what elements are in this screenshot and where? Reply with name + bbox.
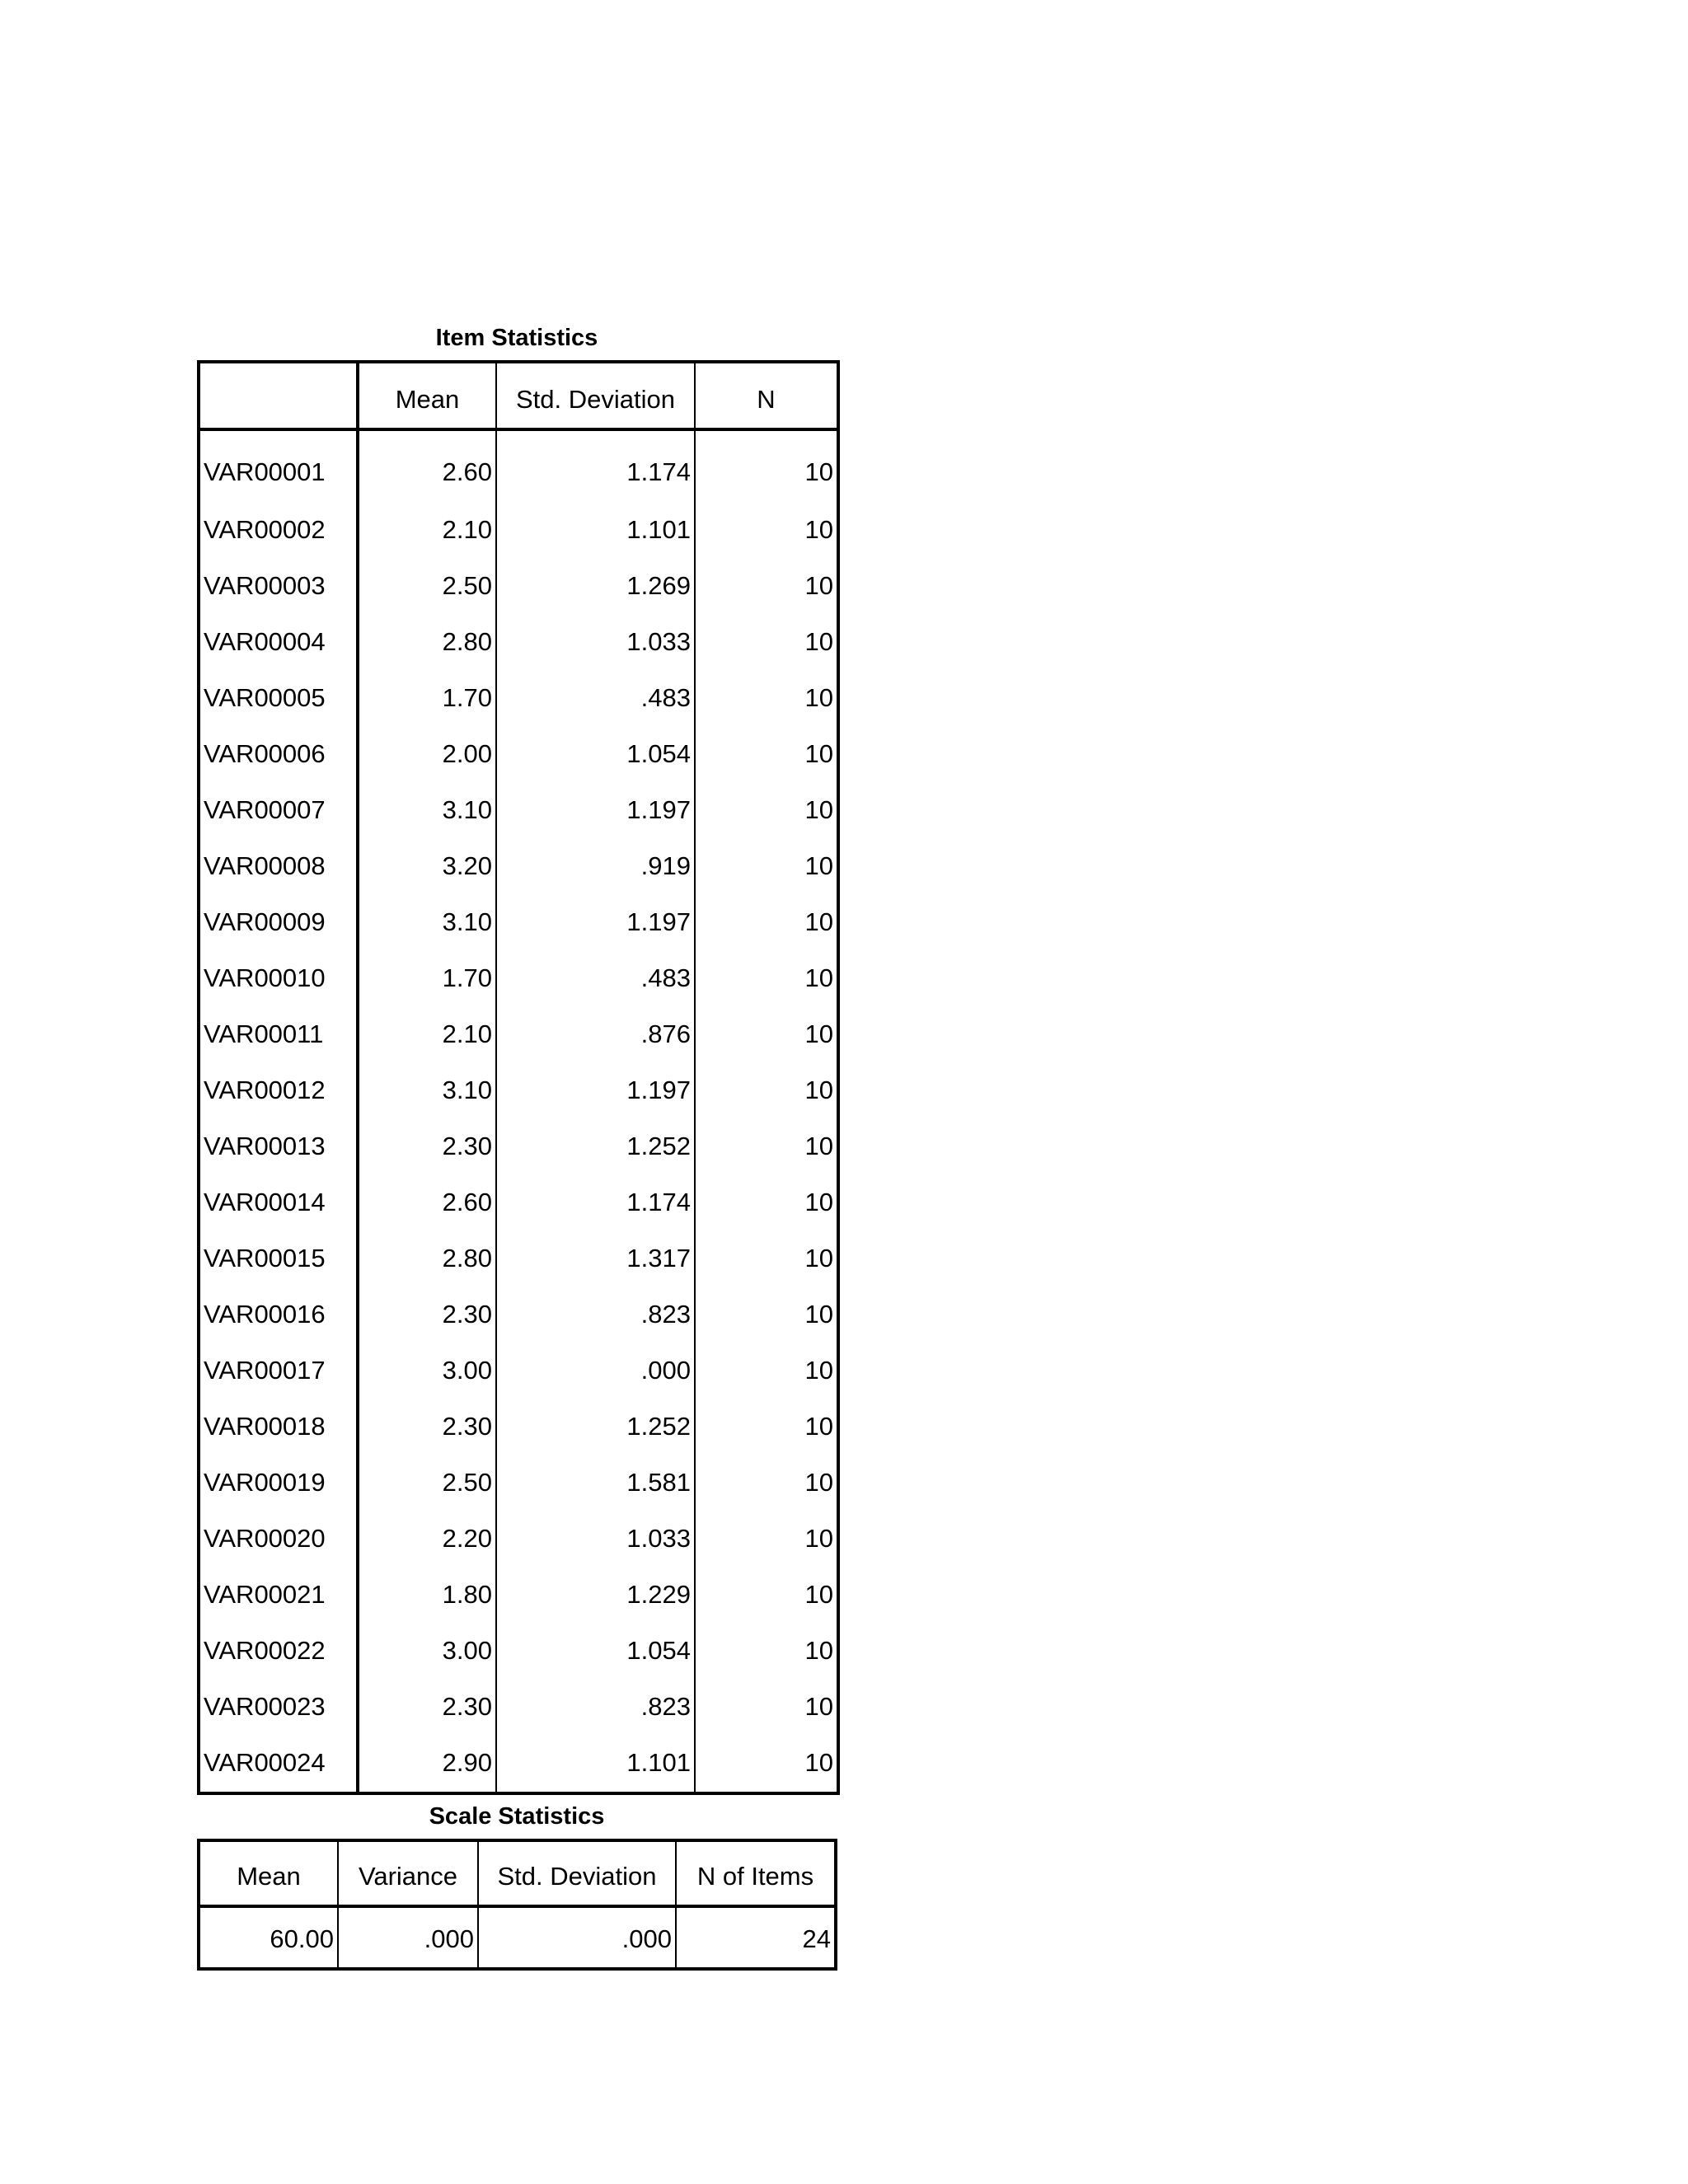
table-row [199, 1564, 838, 1620]
table-row [199, 1004, 838, 1060]
mean-cell: 2.30 [358, 1116, 496, 1172]
row-label-cell: VAR00014 [199, 1172, 358, 1228]
n-cell: 10 [804, 1411, 833, 1441]
table-row [199, 1620, 838, 1676]
table-row [199, 429, 838, 499]
mean-cell: 2.50 [358, 1452, 496, 1508]
table-row [199, 892, 838, 948]
std-deviation-cell: .000 [496, 1340, 695, 1396]
n-cell: 10 [804, 1299, 833, 1329]
row-label-cell: VAR00007 [199, 780, 358, 836]
mean-cell: 3.10 [358, 1060, 496, 1116]
row-label-cell: VAR00011 [199, 1004, 358, 1060]
mean-cell: 2.20 [358, 1508, 496, 1564]
table-row [199, 499, 838, 555]
mean-cell: 3.20 [358, 836, 496, 892]
row-label-cell: VAR00019 [199, 1452, 358, 1508]
table-row [199, 1452, 838, 1508]
mean-cell: 2.80 [358, 1228, 496, 1284]
item-statistics-title: Item Statistics [435, 325, 598, 351]
std-deviation-cell: 1.033 [496, 1508, 695, 1564]
row-label-cell: VAR00018 [199, 1396, 358, 1452]
std-deviation-cell: 1.581 [496, 1452, 695, 1508]
n-cell: 10 [804, 907, 833, 936]
header-cell-variance: Variance [338, 1840, 478, 1906]
std-deviation-cell: 1.174 [496, 1172, 695, 1228]
item-statistics-table [197, 360, 840, 1795]
mean-cell: 3.00 [358, 1340, 496, 1396]
std-deviation-cell: 1.101 [496, 499, 695, 555]
n-cell: 10 [804, 1691, 833, 1721]
std-deviation-cell: .483 [496, 668, 695, 724]
mean-cell: 2.10 [358, 1004, 496, 1060]
row-label-cell: VAR00009 [199, 892, 358, 948]
table-row [199, 724, 838, 780]
header-row [199, 362, 838, 429]
mean-cell: 2.00 [358, 724, 496, 780]
table-row [199, 1508, 838, 1564]
std-deviation-cell: 1.252 [496, 1396, 695, 1452]
n-cell: 10 [804, 1635, 833, 1665]
header-cell-blank [199, 362, 358, 429]
n-cell: 10 [804, 1243, 833, 1272]
table-row [199, 612, 838, 668]
mean-cell: 2.10 [358, 499, 496, 555]
mean-cell: 2.50 [358, 555, 496, 612]
mean-cell: 3.10 [358, 892, 496, 948]
mean-cell: 3.00 [358, 1620, 496, 1676]
row-label-cell: VAR00012 [199, 1060, 358, 1116]
mean-cell: 2.80 [358, 612, 496, 668]
table-row [199, 1906, 836, 1969]
n-cell: 10 [804, 570, 833, 600]
row-label-cell: VAR00004 [199, 612, 358, 668]
std-deviation-cell: 1.197 [496, 780, 695, 836]
row-label-cell: VAR00023 [199, 1676, 358, 1732]
table-row [199, 1060, 838, 1116]
std-deviation-cell: 1.197 [496, 892, 695, 948]
mean-cell: 2.60 [358, 1172, 496, 1228]
table-row [199, 1396, 838, 1452]
n-cell: 10 [804, 457, 833, 486]
scale-statistics-table [197, 1839, 837, 1971]
table-row [199, 1732, 838, 1793]
row-label-cell: VAR00016 [199, 1284, 358, 1340]
table-row [199, 836, 838, 892]
mean-cell: 3.10 [358, 780, 496, 836]
n-cell: 10 [804, 1523, 833, 1553]
value-cell-variance: .000 [338, 1906, 478, 1969]
n-cell: 10 [804, 1131, 833, 1160]
mean-cell: 1.80 [358, 1564, 496, 1620]
row-label-cell: VAR00024 [199, 1732, 358, 1793]
n-cell: 10 [804, 1355, 833, 1385]
table-row [199, 948, 838, 1004]
std-deviation-cell: .483 [496, 948, 695, 1004]
table-row [199, 1284, 838, 1340]
mean-cell: 2.30 [358, 1396, 496, 1452]
n-cell: 10 [804, 738, 833, 768]
n-cell: 10 [804, 514, 833, 544]
row-label-cell: VAR00001 [199, 429, 358, 499]
row-label-cell: VAR00017 [199, 1340, 358, 1396]
mean-cell: 2.90 [358, 1732, 496, 1793]
value-cell-std-deviation: .000 [478, 1906, 676, 1969]
row-label-cell: VAR00021 [199, 1564, 358, 1620]
std-deviation-cell: 1.252 [496, 1116, 695, 1172]
row-label-cell: VAR00022 [199, 1620, 358, 1676]
row-label-cell: VAR00020 [199, 1508, 358, 1564]
n-cell: 10 [804, 626, 833, 656]
n-cell: 10 [804, 1747, 833, 1777]
std-deviation-cell: 1.054 [496, 1620, 695, 1676]
mean-cell: 2.30 [358, 1284, 496, 1340]
table-row [199, 1676, 838, 1732]
header-cell-mean: Mean [199, 1840, 338, 1906]
row-label-cell: VAR00010 [199, 948, 358, 1004]
mean-cell: 2.30 [358, 1676, 496, 1732]
header-cell-n-of-items: N of Items [676, 1840, 836, 1906]
header-cell-mean: Mean [358, 362, 496, 429]
table-row [199, 1116, 838, 1172]
std-deviation-cell: 1.229 [496, 1564, 695, 1620]
table-row [199, 1228, 838, 1284]
value-cell-mean: 60.00 [199, 1906, 338, 1969]
std-deviation-cell: 1.054 [496, 724, 695, 780]
row-label-cell: VAR00008 [199, 836, 358, 892]
row-label-cell: VAR00015 [199, 1228, 358, 1284]
table-row [199, 555, 838, 612]
row-label-cell: VAR00013 [199, 1116, 358, 1172]
n-cell: 10 [804, 682, 833, 712]
n-cell: 10 [804, 1019, 833, 1048]
row-label-cell: VAR00005 [199, 668, 358, 724]
table-row [199, 780, 838, 836]
n-cell: 10 [804, 1075, 833, 1104]
scale-statistics-title: Scale Statistics [429, 1803, 605, 1830]
header-cell-std-deviation: Std. Deviation [478, 1840, 676, 1906]
header-row [199, 1840, 836, 1906]
n-cell: 10 [804, 1467, 833, 1497]
std-deviation-cell: .919 [496, 836, 695, 892]
std-deviation-cell: .823 [496, 1284, 695, 1340]
n-cell: 10 [804, 1187, 833, 1216]
n-cell: 10 [804, 851, 833, 880]
mean-cell: 1.70 [358, 668, 496, 724]
value-cell-n-of-items: 24 [802, 1924, 831, 1953]
std-deviation-cell: 1.174 [496, 429, 695, 499]
n-cell: 10 [804, 963, 833, 992]
row-label-cell: VAR00006 [199, 724, 358, 780]
n-cell: 10 [804, 794, 833, 824]
header-cell-n: N [695, 362, 838, 429]
std-deviation-cell: 1.033 [496, 612, 695, 668]
table-row [199, 668, 838, 724]
table-row [199, 1172, 838, 1228]
std-deviation-cell: .876 [496, 1004, 695, 1060]
n-cell: 10 [804, 1579, 833, 1609]
mean-cell: 2.60 [358, 429, 496, 499]
header-cell-std-deviation: Std. Deviation [496, 362, 695, 429]
mean-cell: 1.70 [358, 948, 496, 1004]
table-row [199, 1340, 838, 1396]
std-deviation-cell: 1.101 [496, 1732, 695, 1793]
std-deviation-cell: 1.317 [496, 1228, 695, 1284]
std-deviation-cell: .823 [496, 1676, 695, 1732]
std-deviation-cell: 1.269 [496, 555, 695, 612]
row-label-cell: VAR00003 [199, 555, 358, 612]
std-deviation-cell: 1.197 [496, 1060, 695, 1116]
row-label-cell: VAR00002 [199, 499, 358, 555]
